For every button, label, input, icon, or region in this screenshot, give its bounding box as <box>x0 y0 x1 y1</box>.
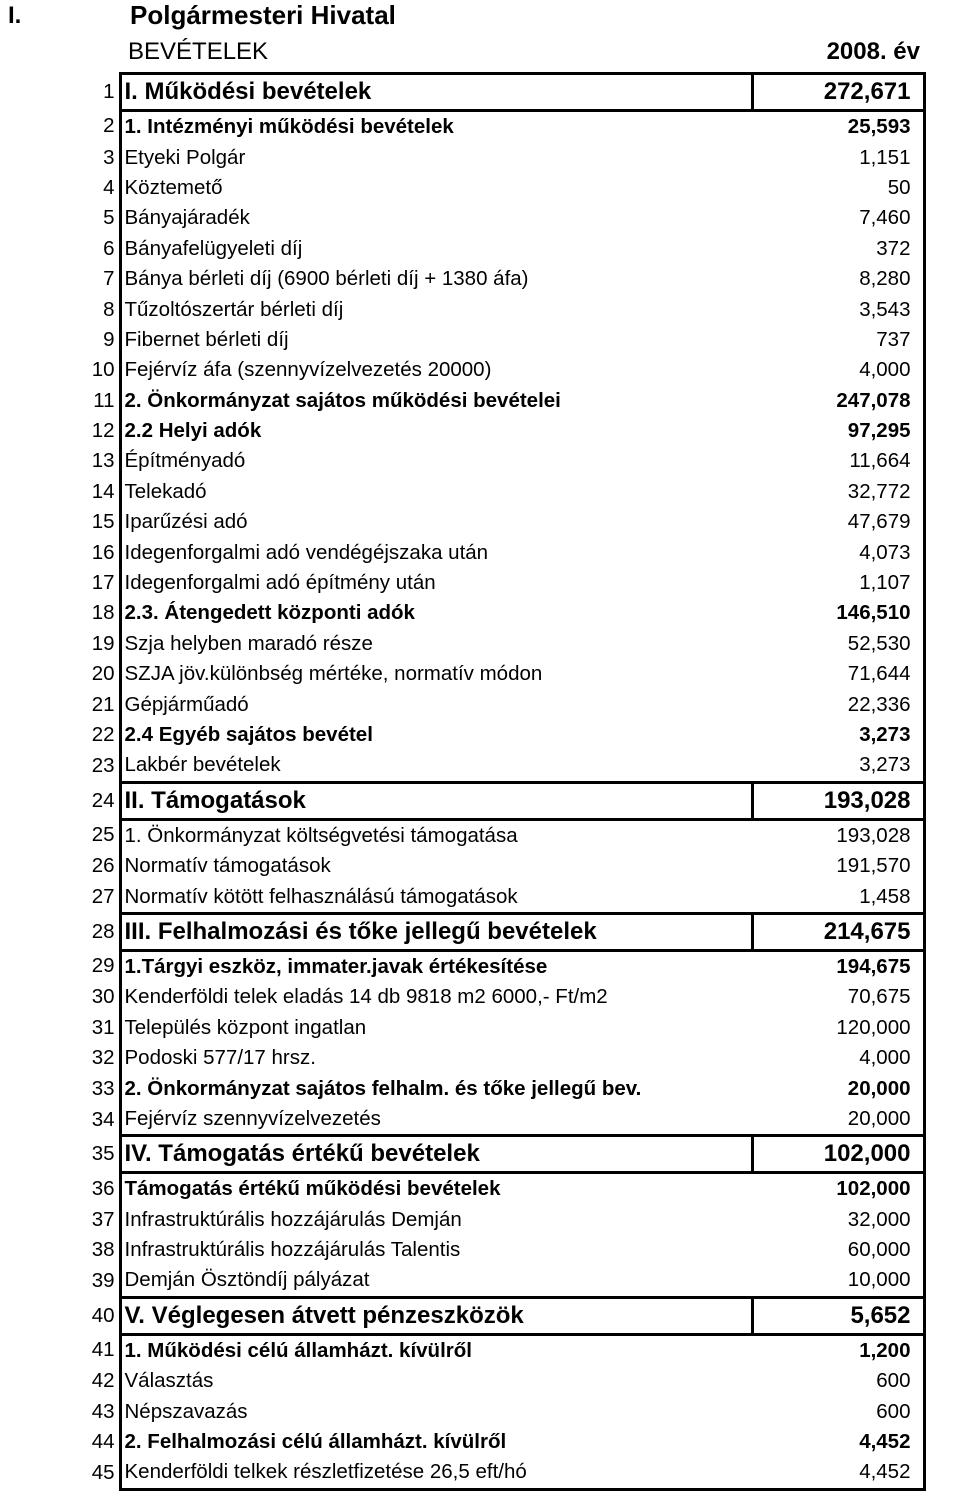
year-label: 2008. év <box>826 38 920 65</box>
table-row <box>0 386 924 416</box>
table-row <box>0 851 924 881</box>
table-row <box>0 750 924 782</box>
row-value: 11,664 <box>752 446 924 476</box>
row-number: 31 <box>0 1013 120 1043</box>
row-label: Település központ ingatlan <box>124 1015 367 1039</box>
table-row <box>0 1396 924 1426</box>
table-row <box>0 355 924 385</box>
row-value: 32,772 <box>752 477 924 507</box>
row-label: I. Működési bevételek <box>120 74 752 111</box>
row-value: 737 <box>752 325 924 355</box>
row-label: II. Támogatások <box>120 782 752 819</box>
row-number: 3 <box>0 142 120 172</box>
row-label: Normatív kötött felhasználású támogatások <box>124 884 518 908</box>
row-value: 3,273 <box>752 750 924 782</box>
row-label: 2. Felhalmozási célú államházt. kívülről <box>124 1430 507 1454</box>
row-label: 2. Önkormányzat sajátos működési bevételei <box>124 388 561 412</box>
row-number: 38 <box>0 1235 120 1265</box>
row-number: 37 <box>0 1205 120 1235</box>
row-number: 43 <box>0 1396 120 1426</box>
table-row <box>0 1043 924 1073</box>
table-row <box>0 294 924 324</box>
table-row <box>0 111 924 143</box>
row-value: 20,000 <box>752 1073 924 1103</box>
row-number: 10 <box>0 355 120 385</box>
row-label: III. Felhalmozási és tőke jellegű bevételek <box>120 913 752 950</box>
table-row <box>0 416 924 446</box>
row-number: 42 <box>0 1366 120 1396</box>
table-row <box>0 1104 924 1136</box>
row-number: 7 <box>0 264 120 294</box>
row-value: 10,000 <box>752 1265 924 1297</box>
row-label: 1. Intézményi működési bevételek <box>124 115 454 139</box>
row-label: Köztemető <box>124 175 223 199</box>
row-number: 16 <box>0 537 120 567</box>
row-label: 1.Tárgyi eszköz, immater.javak értékesítése <box>124 954 548 978</box>
row-value: 71,644 <box>752 659 924 689</box>
table-row <box>0 782 924 819</box>
table-row <box>0 234 924 264</box>
row-number: 36 <box>0 1173 120 1205</box>
row-label: Etyeki Polgár <box>124 145 246 169</box>
row-value: 52,530 <box>752 629 924 659</box>
row-label: 2. Önkormányzat sajátos felhalm. és tőke jellegű bev. <box>124 1076 642 1100</box>
row-value: 22,336 <box>752 689 924 719</box>
table-row <box>0 982 924 1012</box>
row-number: 24 <box>0 782 120 819</box>
row-value: 1,151 <box>752 142 924 172</box>
row-number: 45 <box>0 1457 120 1489</box>
row-number: 40 <box>0 1297 120 1334</box>
row-number: 13 <box>0 446 120 476</box>
row-value: 214,675 <box>752 913 924 950</box>
row-value: 7,460 <box>752 203 924 233</box>
row-value: 60,000 <box>752 1235 924 1265</box>
row-label: Podoski 577/17 hrsz. <box>124 1046 316 1070</box>
table-row <box>0 1366 924 1396</box>
row-value: 1,200 <box>752 1334 924 1366</box>
table-row <box>0 629 924 659</box>
table-row <box>0 1297 924 1334</box>
row-value: 50 <box>752 173 924 203</box>
table-row <box>0 689 924 719</box>
row-number: 1 <box>0 74 120 111</box>
table-row <box>0 568 924 598</box>
row-label: 2.3. Átengedett központi adók <box>124 601 415 625</box>
row-number: 14 <box>0 477 120 507</box>
row-label: Fejérvíz szennyvízelvezetés <box>124 1106 381 1130</box>
row-number: 29 <box>0 950 120 982</box>
row-value: 1,107 <box>752 568 924 598</box>
row-number: 34 <box>0 1104 120 1136</box>
table-row <box>0 720 924 750</box>
row-number: 5 <box>0 203 120 233</box>
row-value: 32,000 <box>752 1205 924 1235</box>
row-value: 8,280 <box>752 264 924 294</box>
table-row <box>0 264 924 294</box>
table-row <box>0 1173 924 1205</box>
row-label: Gépjárműadó <box>124 692 249 716</box>
row-label: IV. Támogatás értékű bevételek <box>120 1136 752 1173</box>
table-row <box>0 950 924 982</box>
row-label: Demján Ösztöndíj pályázat <box>124 1268 370 1292</box>
revenue-table-body <box>0 74 924 1490</box>
row-label: Kenderföldi telkek részletfizetése 26,5 eft/hó <box>120 1457 752 1489</box>
row-label: Iparűzési adó <box>124 510 248 534</box>
row-number: 11 <box>0 386 120 416</box>
row-label: Telekadó <box>124 479 207 503</box>
row-value: 600 <box>752 1396 924 1426</box>
row-number: 15 <box>0 507 120 537</box>
table-row <box>0 1013 924 1043</box>
row-value: 102,000 <box>752 1136 924 1173</box>
row-number: 20 <box>0 659 120 689</box>
row-label: Népszavazás <box>124 1399 248 1423</box>
row-value: 193,028 <box>752 819 924 851</box>
row-number: 12 <box>0 416 120 446</box>
table-row <box>0 659 924 689</box>
table-row <box>0 913 924 950</box>
row-value: 4,452 <box>752 1457 924 1489</box>
row-value: 272,671 <box>752 74 924 111</box>
row-value: 5,652 <box>752 1297 924 1334</box>
row-value: 4,000 <box>752 1043 924 1073</box>
row-label: Választás <box>124 1369 214 1393</box>
row-number: 9 <box>0 325 120 355</box>
row-value: 4,073 <box>752 537 924 567</box>
row-label: Bányajáradék <box>124 206 250 230</box>
row-label: 1. Önkormányzat költségvetési támogatása <box>124 823 518 847</box>
row-label: Infrastruktúrális hozzájárulás Talentis <box>124 1238 461 1262</box>
row-label: Idegenforgalmi adó vendégéjszaka után <box>124 540 489 564</box>
row-label: 2.4 Egyéb sajátos bevétel <box>124 723 373 746</box>
row-label: V. Véglegesen átvett pénzeszközök <box>120 1297 752 1334</box>
table-row <box>0 142 924 172</box>
table-row <box>0 819 924 851</box>
row-number: 19 <box>0 629 120 659</box>
row-number: 28 <box>0 913 120 950</box>
row-value: 4,452 <box>752 1427 924 1457</box>
table-row <box>0 1136 924 1173</box>
row-number: 26 <box>0 851 120 881</box>
row-value: 372 <box>752 234 924 264</box>
table-row <box>0 1457 924 1489</box>
table-row <box>0 1073 924 1103</box>
section-number: I. <box>8 2 22 29</box>
table-row <box>0 1334 924 1366</box>
table-row <box>0 537 924 567</box>
row-value: 194,675 <box>752 950 924 982</box>
table-row <box>0 598 924 628</box>
row-value: 1,458 <box>752 881 924 913</box>
revenue-table <box>0 72 926 1491</box>
row-value: 20,000 <box>752 1104 924 1136</box>
row-number: 2 <box>0 111 120 143</box>
row-number: 18 <box>0 598 120 628</box>
row-label: Infrastruktúrális hozzájárulás Demján <box>124 1207 462 1231</box>
row-label: Idegenforgalmi adó építmény után <box>124 571 436 595</box>
table-row <box>0 203 924 233</box>
page-title: Polgármesteri Hivatal <box>130 0 396 30</box>
table-row <box>0 325 924 355</box>
row-label: SZJA jöv.különbség mértéke, normatív módon <box>124 662 543 686</box>
row-number: 6 <box>0 234 120 264</box>
page-subtitle: BEVÉTELEK <box>128 38 269 65</box>
row-label: Bányafelügyeleti díj <box>124 236 303 260</box>
row-value: 191,570 <box>752 851 924 881</box>
table-row <box>0 477 924 507</box>
table-row <box>0 1205 924 1235</box>
row-value: 120,000 <box>752 1013 924 1043</box>
row-number: 35 <box>0 1136 120 1173</box>
row-value: 102,000 <box>752 1173 924 1205</box>
row-number: 39 <box>0 1265 120 1297</box>
row-label: 1. Működési célú államházt. kívülről <box>124 1338 472 1362</box>
row-number: 27 <box>0 881 120 913</box>
table-row <box>0 1427 924 1457</box>
row-number: 44 <box>0 1427 120 1457</box>
row-label: Kenderföldi telek eladás 14 db 9818 m2 6000,- Ft/m2 <box>124 985 608 1009</box>
row-number: 33 <box>0 1073 120 1103</box>
row-number: 30 <box>0 982 120 1012</box>
table-row <box>0 74 924 111</box>
row-number: 22 <box>0 720 120 750</box>
row-number: 4 <box>0 173 120 203</box>
table-row <box>0 881 924 913</box>
row-value: 600 <box>752 1366 924 1396</box>
row-label: Támogatás értékű működési bevételek <box>124 1177 501 1201</box>
table-row <box>0 446 924 476</box>
row-label: Építményadó <box>124 449 246 473</box>
row-number: 21 <box>0 689 120 719</box>
row-label: 2.2 Helyi adók <box>124 419 262 443</box>
row-value: 3,273 <box>752 720 924 750</box>
row-label: Fejérvíz áfa (szennyvízelvezetés 20000) <box>124 358 492 382</box>
row-label: Normatív támogatások <box>124 854 331 878</box>
row-value: 3,543 <box>752 294 924 324</box>
table-row <box>0 173 924 203</box>
row-label: Tűzoltószertár bérleti díj <box>124 297 344 321</box>
table-row <box>0 1265 924 1297</box>
table-row <box>0 1235 924 1265</box>
row-value: 247,078 <box>752 386 924 416</box>
row-number: 8 <box>0 294 120 324</box>
row-number: 23 <box>0 750 120 782</box>
row-label: Fibernet bérleti díj <box>124 327 289 351</box>
row-label: Szja helyben maradó része <box>124 631 373 655</box>
row-number: 25 <box>0 819 120 851</box>
row-number: 41 <box>0 1334 120 1366</box>
row-number: 32 <box>0 1043 120 1073</box>
table-row <box>0 507 924 537</box>
row-number: 17 <box>0 568 120 598</box>
row-value: 25,593 <box>752 111 924 143</box>
row-value: 97,295 <box>752 416 924 446</box>
row-value: 146,510 <box>752 598 924 628</box>
row-label: Bánya bérleti díj (6900 bérleti díj + 1380 áfa) <box>124 267 529 291</box>
row-value: 4,000 <box>752 355 924 385</box>
row-value: 193,028 <box>752 782 924 819</box>
row-label: Lakbér bevételek <box>124 753 281 777</box>
row-value: 70,675 <box>752 982 924 1012</box>
row-value: 47,679 <box>752 507 924 537</box>
